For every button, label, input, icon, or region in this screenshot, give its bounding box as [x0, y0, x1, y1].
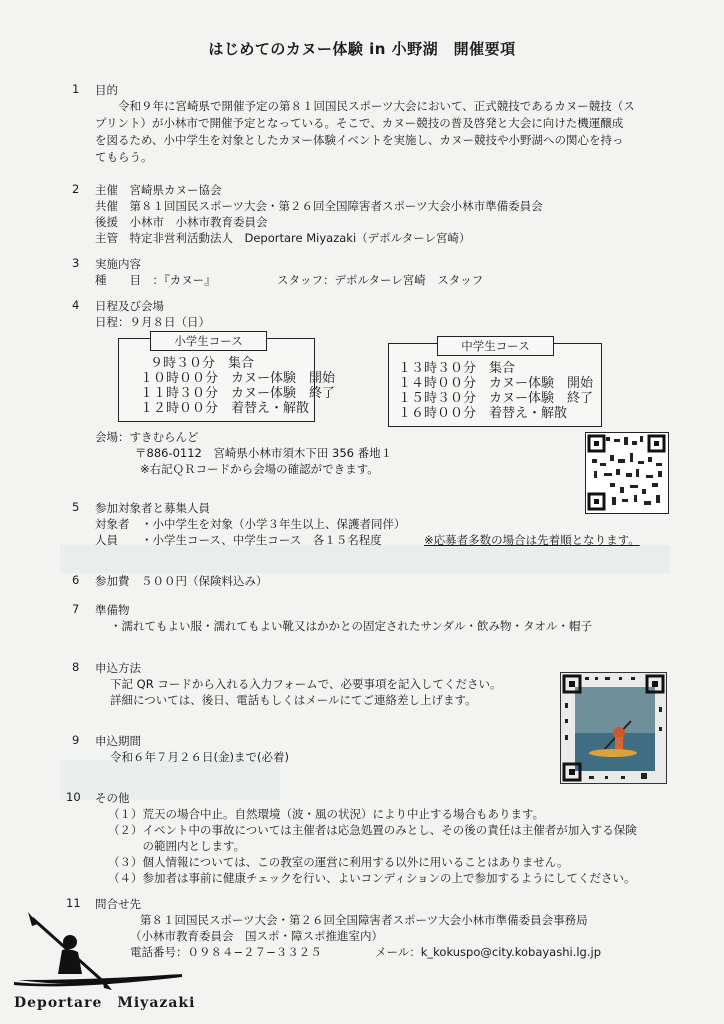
- venue-qr-note: ※右記ＱＲコードから会場の確認ができます。: [140, 462, 379, 476]
- section-heading: 申込期間: [95, 734, 141, 748]
- elementary-course-label: 小学生コース: [150, 331, 267, 351]
- section-number: 4: [72, 298, 80, 312]
- section-number: 7: [72, 602, 80, 616]
- application-line-2: 詳細については、後日、電話もしくはメールにてご連絡差し上げます。: [110, 693, 477, 707]
- section-heading: 実施内容: [95, 257, 141, 271]
- contact-email: メール：k_kokuspo@city.kobayashi.lg.jp: [375, 945, 601, 959]
- schedule-row: １４時００分 カヌー体験 開始: [398, 376, 594, 391]
- schedule-row: ９時３０分 集合: [150, 356, 255, 371]
- venue: 会場：すきむらんど: [95, 430, 199, 444]
- section-number: 9: [72, 733, 80, 747]
- organizer-line: 主催 宮崎県カヌー協会: [95, 183, 222, 197]
- section-heading: その他: [95, 791, 130, 805]
- section-heading: 申込方法: [95, 661, 141, 675]
- section-heading: 準備物: [95, 603, 130, 617]
- schedule-row: １３時３０分 集合: [398, 361, 516, 376]
- contact-department: （小林市教育委員会 国スポ・障スポ推進室内）: [130, 929, 383, 943]
- event-item: 種 目 ：『カヌー』: [95, 273, 216, 287]
- co-organizer-line: 共催 第８１回国民スポーツ大会・第２６回全国障害者スポーツ大会小林市準備委員会: [95, 199, 543, 213]
- application-deadline: 令和６年７月２６日(金)まで(必着): [110, 750, 289, 764]
- event-date: 日程：９月８日（日）: [95, 315, 210, 329]
- section-number: 2: [72, 182, 80, 196]
- section-number: 5: [72, 500, 80, 514]
- schedule-row: １０時００分 カヌー体験 開始: [140, 371, 336, 386]
- manager-line: 主管 特定非営利活動法人 Deportare Miyazaki（デポルターレ宮崎）: [95, 231, 471, 245]
- venue-qr-code-icon[interactable]: [585, 432, 669, 514]
- schedule-row: １２時００分 着替え・解散: [140, 401, 310, 416]
- application-qr-code-icon[interactable]: [560, 672, 667, 784]
- schedule-row: １５時３０分 カヌー体験 終了: [398, 391, 594, 406]
- capacity-note: ※応募者多数の場合は先着順となります。: [424, 533, 640, 547]
- page-title: はじめてのカヌー体験 in 小野湖 開催要項: [208, 40, 516, 58]
- section-number: 11: [66, 896, 81, 910]
- purpose-line-4: てもらう。: [95, 150, 153, 164]
- application-line-1: 下記 QR コードから入れる入力フォームで、必要事項を記入してください。: [110, 677, 502, 691]
- purpose-line-3: を図るため、小中学生を対象としたカヌー体験イベントを実施し、カヌー競技や小野湖への関心を持っ: [95, 133, 624, 147]
- note-item-2: （２）イベント中の事故については主催者は応急処置のみとし、その後の責任は主催者が加入する保険: [108, 823, 637, 837]
- section-number: 6: [72, 573, 80, 587]
- section-number: 10: [66, 790, 81, 804]
- purpose-line-1: 令和９年に宮崎県で開催予定の第８１回国民スポーツ大会において、正式競技であるカヌー競技（ス: [118, 99, 635, 113]
- contact-phone: 電話番号：０９８４−２７−３３２５: [130, 945, 322, 959]
- purpose-line-2: プリント）が小林市で開催予定となっている。そこで、カヌー競技の普及啓発と大会に向けた機運醸成: [95, 116, 624, 130]
- sponsor-line: 後援 小林市 小林市教育委員会: [95, 215, 268, 229]
- venue-address: 〒886-0112 宮崎県小林市須木下田 356 番地１: [135, 446, 393, 460]
- schedule-row: １６時００分 着替え・解散: [398, 406, 568, 421]
- items-to-bring: ・濡れてもよい服・濡れてもよい靴又はかかとの固定されたサンダル・飲み物・タオル・帽子: [110, 619, 592, 633]
- section-number: 1: [72, 82, 80, 96]
- junior-schedule: [398, 361, 593, 421]
- target-participants: 対象者 ・小中学生を対象（小学３年生以上、保護者同伴）: [95, 517, 406, 531]
- section-number: 3: [72, 256, 80, 270]
- background-band: [60, 760, 280, 800]
- note-item-1: （１）荒天の場合中止。自然環境（波・風の状況）により中止する場合もあります。: [108, 807, 545, 821]
- elementary-schedule: [140, 356, 335, 416]
- section-heading: 参加対象者と募集人員: [95, 501, 210, 515]
- note-item-2-cont: の範囲内とします。: [108, 839, 246, 853]
- logo-text: Deportare Miyazaki: [14, 995, 196, 1011]
- section-heading: 目的: [95, 83, 118, 97]
- section-heading: 日程及び会場: [95, 299, 164, 313]
- capacity: 人員 ・小学生コース、中学生コース 各１５名程度: [95, 533, 382, 547]
- kayak-photo-qr: [561, 673, 666, 783]
- schedule-row: １１時３０分 カヌー体験 終了: [140, 386, 336, 401]
- participation-fee: 参加費 ５００円（保険料込み）: [95, 574, 268, 588]
- section-number: 8: [72, 660, 80, 674]
- note-item-3: （３）個人情報については、この教室の運営に利用する以外に用いることはありません。: [108, 855, 569, 869]
- junior-course-label: 中学生コース: [437, 336, 554, 356]
- event-staff: スタッフ：デポルターレ宮崎 スタッフ: [277, 273, 484, 287]
- section-heading: 問合せ先: [95, 897, 141, 911]
- background-band: [60, 545, 670, 573]
- note-item-4: （４）参加者は事前に健康チェックを行い、よいコンディションの上で参加するようにしてください。: [108, 871, 636, 885]
- qr-pattern: [586, 433, 668, 513]
- contact-organization: 第８１回国民スポーツ大会・第２６回全国障害者スポーツ大会小林市準備委員会事務局: [140, 913, 588, 927]
